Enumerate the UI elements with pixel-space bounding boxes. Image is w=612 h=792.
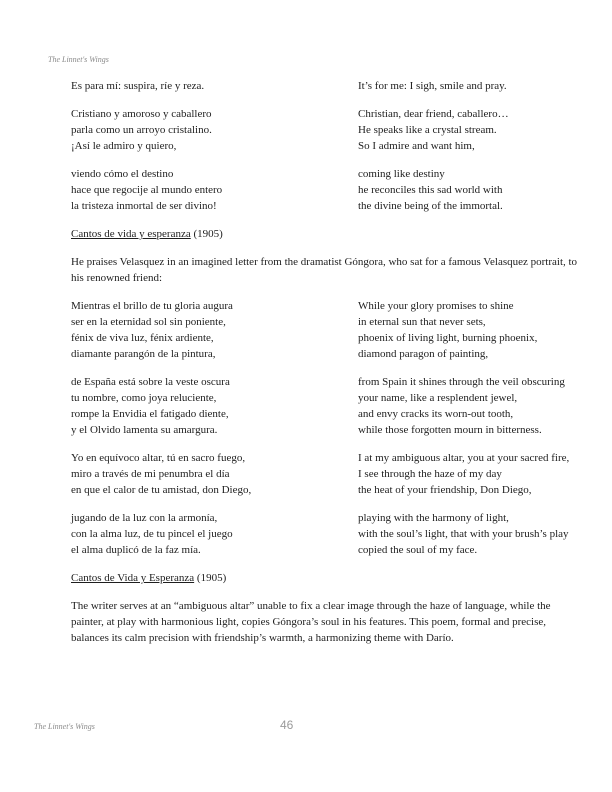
- english-verse: Christian, dear friend, caballero…: [358, 108, 509, 120]
- english-verse: It’s for me: I sigh, smile and pray.: [358, 80, 507, 92]
- citation: [71, 226, 581, 242]
- spanish-verse: parla como un arroyo cristalino.: [71, 124, 212, 136]
- spanish-verse: con la alma luz, de tu pincel el juego: [71, 528, 233, 540]
- spanish-verse: rompe la Envidia el fatigado diente,: [71, 408, 229, 420]
- spanish-verse: viendo cómo el destino: [71, 168, 174, 180]
- verse-line: [71, 542, 581, 558]
- spanish-verse: miro a través de mi penumbra el día: [71, 468, 230, 480]
- english-verse: from Spain it shines through the veil obscuring: [358, 376, 565, 388]
- running-header: The Linnet's Wings: [48, 55, 109, 64]
- spanish-verse: la tristeza inmortal de ser divino!: [71, 200, 217, 212]
- english-verse: copied the soul of my face.: [358, 544, 478, 556]
- verse-line: [71, 510, 581, 526]
- verse-line: [71, 298, 581, 314]
- english-verse: So I admire and want him,: [358, 140, 475, 152]
- stanza-4: [71, 298, 581, 362]
- english-verse: the divine being of the immortal.: [358, 200, 503, 212]
- verse-line: [71, 482, 581, 498]
- verse-line: [71, 122, 581, 138]
- spanish-verse: tu nombre, como joya reluciente,: [71, 392, 217, 404]
- citation-title: Cantos de vida y esperanza: [71, 228, 191, 240]
- english-verse: he reconciles this sad world with: [358, 184, 503, 196]
- english-verse: playing with the harmony of light,: [358, 512, 509, 524]
- verse-line: [71, 406, 581, 422]
- english-verse: I at my ambiguous altar, you at your sacred fire,: [358, 452, 570, 464]
- english-verse: while those forgotten mourn in bitterness.: [358, 424, 542, 436]
- verse-line: [71, 450, 581, 466]
- citation-year: (1905): [190, 228, 223, 240]
- citation-title: Cantos de Vida y Esperanza: [71, 572, 195, 584]
- verse-line: [71, 314, 581, 330]
- english-verse: and envy cracks its worn-out tooth,: [358, 408, 514, 420]
- footer-title: The Linnet's Wings: [34, 722, 95, 731]
- stanza-5: [71, 374, 581, 438]
- verse-line: [71, 374, 581, 390]
- spanish-verse: Es para mí: suspira, ríe y reza.: [71, 80, 205, 92]
- spanish-verse: de España está sobre la veste oscura: [71, 376, 230, 388]
- verse-line: [71, 166, 581, 182]
- page-content: [71, 78, 581, 646]
- english-verse: He speaks like a crystal stream.: [358, 124, 497, 136]
- english-verse: with the soul’s light, that with your brush’s play: [358, 528, 569, 540]
- english-verse: I see through the haze of my day: [358, 468, 502, 480]
- spanish-verse: Cristiano y amoroso y caballero: [71, 108, 212, 120]
- verse-line: [71, 106, 581, 122]
- spanish-verse: ser en la eternidad sol sin poniente,: [71, 316, 226, 328]
- spanish-verse: jugando de la luz con la armonía,: [71, 512, 218, 524]
- verse-line: [71, 78, 581, 94]
- verse-line: [71, 526, 581, 542]
- spanish-verse: diamante parangón de la pintura,: [71, 348, 216, 360]
- english-verse: phoenix of living light, burning phoenix,: [358, 332, 538, 344]
- spanish-verse: Yo en equívoco altar, tú en sacro fuego,: [71, 452, 246, 464]
- verse-line: [71, 198, 581, 214]
- spanish-verse: y el Olvido lamenta su amargura.: [71, 424, 218, 436]
- english-verse: in eternal sun that never sets,: [358, 316, 486, 328]
- stanza-7: [71, 510, 581, 558]
- english-verse: While your glory promises to shine: [358, 300, 514, 312]
- verse-line: [71, 138, 581, 154]
- verse-line: [71, 422, 581, 438]
- english-verse: the heat of your friendship, Don Diego,: [358, 484, 532, 496]
- spanish-verse: Mientras el brillo de tu gloria augura: [71, 300, 233, 312]
- citation-year: (1905): [194, 572, 227, 584]
- spanish-verse: fénix de viva luz, fénix ardiente,: [71, 332, 214, 344]
- english-verse: coming like destiny: [358, 168, 445, 180]
- citation: [71, 570, 581, 586]
- spanish-verse: el alma duplicó de la faz mía.: [71, 544, 201, 556]
- closing-paragraph: The writer serves at an “ambiguous altar” unable to fix a clear image through the haze of language, while the painter, at play with harmonious light, copies Góngora’s soul in his features. This poem, formal and precise, balances its calm precision with friendship’s warmth, a harmonizing theme with Darío.: [71, 600, 551, 644]
- stanza-2: [71, 106, 581, 154]
- verse-line: [71, 182, 581, 198]
- spanish-verse: hace que regocije al mundo entero: [71, 184, 223, 196]
- stanza-3: [71, 166, 581, 214]
- english-verse: diamond paragon of painting,: [358, 348, 489, 360]
- spanish-verse: en que el calor de tu amistad, don Diego,: [71, 484, 252, 496]
- verse-line: [71, 390, 581, 406]
- stanza-1: [71, 78, 581, 94]
- verse-line: [71, 346, 581, 362]
- intro-paragraph: He praises Velasquez in an imagined letter from the dramatist Góngora, who sat for a famous Velasquez portrait, to his renowned friend:: [71, 256, 578, 284]
- verse-line: [71, 466, 581, 482]
- page-number: 46: [280, 718, 294, 732]
- english-verse: your name, like a resplendent jewel,: [358, 392, 518, 404]
- stanza-6: [71, 450, 581, 498]
- verse-line: [71, 330, 581, 346]
- spanish-verse: ¡Así le admiro y quiero,: [71, 140, 177, 152]
